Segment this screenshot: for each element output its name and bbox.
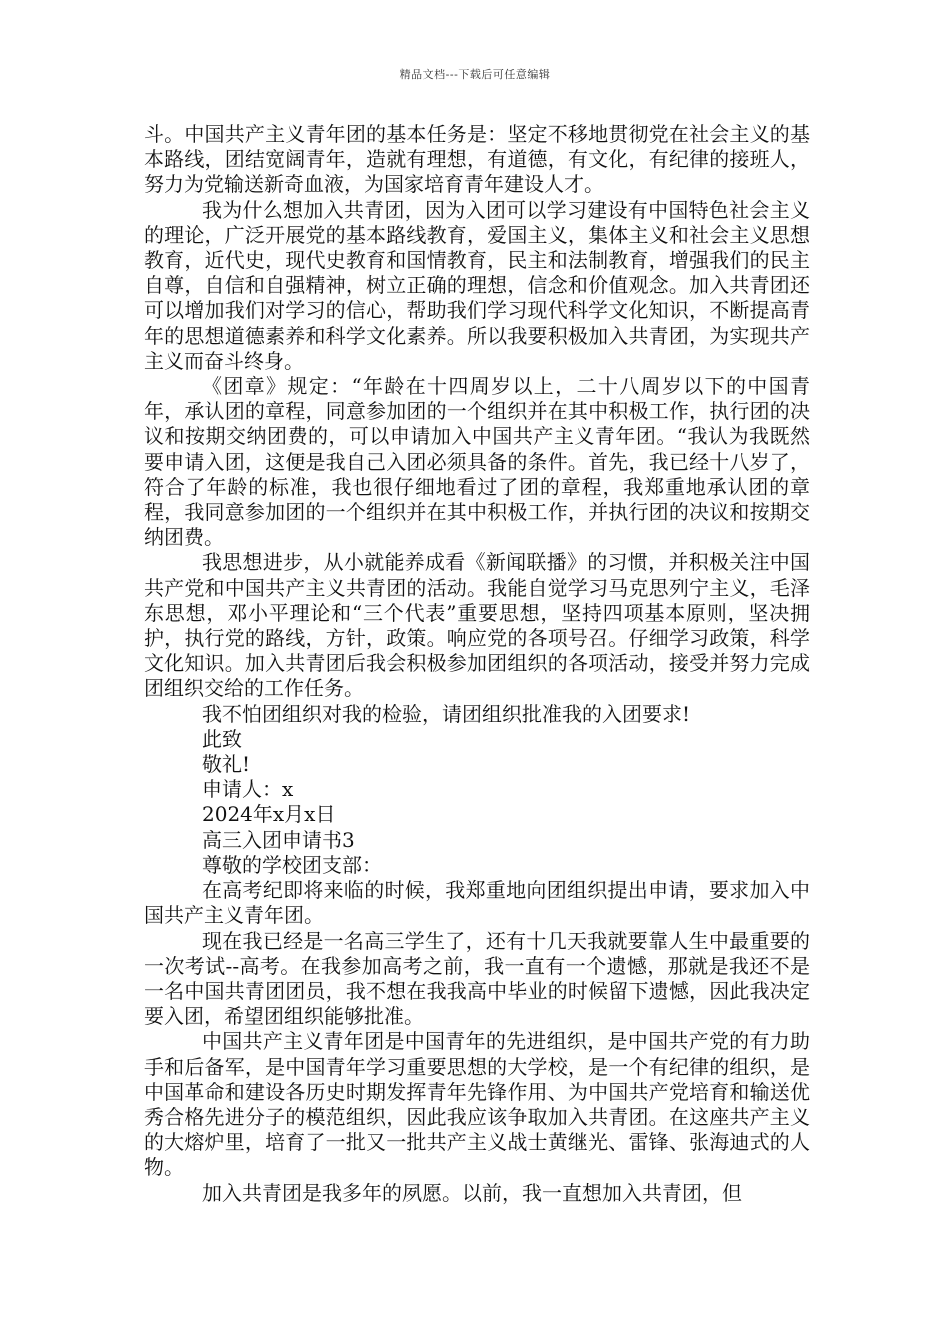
paragraph-request: 我不怕团组织对我的检验，请团组织批准我的入团要求! — [202, 701, 691, 726]
salutation: 尊敬的学校团支部： — [202, 852, 382, 877]
paragraph-league-description: 中国共产主义青年团是中国青年的先进组织，是中国共产党的有力助手和后备军，是中国青年学习重要思想的大学校，是一个有纪律的组织，是中国革命和建设各历史时期发挥青年先锋作用、为中国共产党培育和输送优秀合格先进分子的模范组织，因此我应该争取加入共青团。在这座共产主义的大熔炉里，培育了一批又一批共产主义战士黄继光、雷锋、张海迪式的人物。 — [144, 1029, 810, 1180]
page-header: 精品文档---下载后可任意编辑 — [399, 68, 551, 81]
paragraph-continuation: 斗。中国共产主义青年团的基本任务是：坚定不移地贯彻党在社会主义的基本路线，团结宽阔青年，造就有理想，有道德，有文化，有纪律的接班人，努力为党输送新奇血液，为国家培育青年建设人才。 — [144, 122, 810, 197]
applicant-line: 申请人：x — [202, 777, 294, 802]
closing-cizhi: 此致 — [202, 726, 242, 751]
paragraph-charter: 《团章》规定：“年龄在十四周岁以上，二十八周岁以下的中国青年，承认团的章程，同意参加团的一个组织并在其中积极工作，执行团的决议和按期交纳团费的，可以申请加入中国共产主义青年团。“我认为我既然要申请入团，这便是我自己入团必须具备的条件。首先，我已经十八岁了，符合了年龄的标准，我也很仔细地看过了团的章程，我郑重地承认团的章程，我同意参加团的一个组织并在其中积极工作，并执行团的决议和按期交纳团费。 — [144, 374, 810, 550]
paragraph-intro: 在高考纪即将来临的时候，我郑重地向团组织提出申请，要求加入中国共产主义青年团。 — [144, 878, 810, 928]
paragraph-senior-year: 现在我已经是一名高三学生了，还有十几天我就要靠人生中最重要的一次考试--高考。在我参加高考之前，我一直有一个遗憾，那就是我还不是一名中国共青团团员，我不想在我我高中毕业的时候留下遗憾，因此我决定要入团，希望团组织能够批准。 — [144, 928, 810, 1029]
paragraph-thought-progress: 我思想进步，从小就能养成看《新闻联播》的习惯，并积极关注中国共产党和中国共产主义共青团的活动。我能自觉学习马克思列宁主义，毛泽东思想，邓小平理论和“三个代表”重要思想，坚持四项基本原则，坚决拥护，执行党的路线，方针，政策。响应党的各项号召。仔细学习政策，科学文化知识。加入共青团后我会积极参加团组织的各项活动，接受并努力完成团组织交给的工作任务。 — [144, 550, 810, 701]
document-body — [144, 122, 810, 1206]
paragraph-why-join: 我为什么想加入共青团，因为入团可以学习建设有中国特色社会主义的理论，广泛开展党的基本路线教育，爱国主义，集体主义和社会主义思想教育，近代史，现代史教育和国情教育，民主和法制教育，增强我们的民主自尊，自信和自强精神，树立正确的理想，信念和价值观念。加入共青团还可以增加我们对学习的信心，帮助我们学习现代科学文化知识，不断提高青年的思想道德素养和科学文化素养。所以我要积极加入共青团，为实现共产主义而奋斗终身。 — [144, 197, 810, 373]
date-line: 2024年x月x日 — [202, 802, 336, 827]
paragraph-wish: 加入共青团是我多年的夙愿。以前，我一直想加入共青团，但 — [202, 1180, 742, 1205]
closing-jingli: 敬礼! — [202, 752, 251, 777]
section-title: 高三入团申请书3 — [202, 827, 355, 852]
